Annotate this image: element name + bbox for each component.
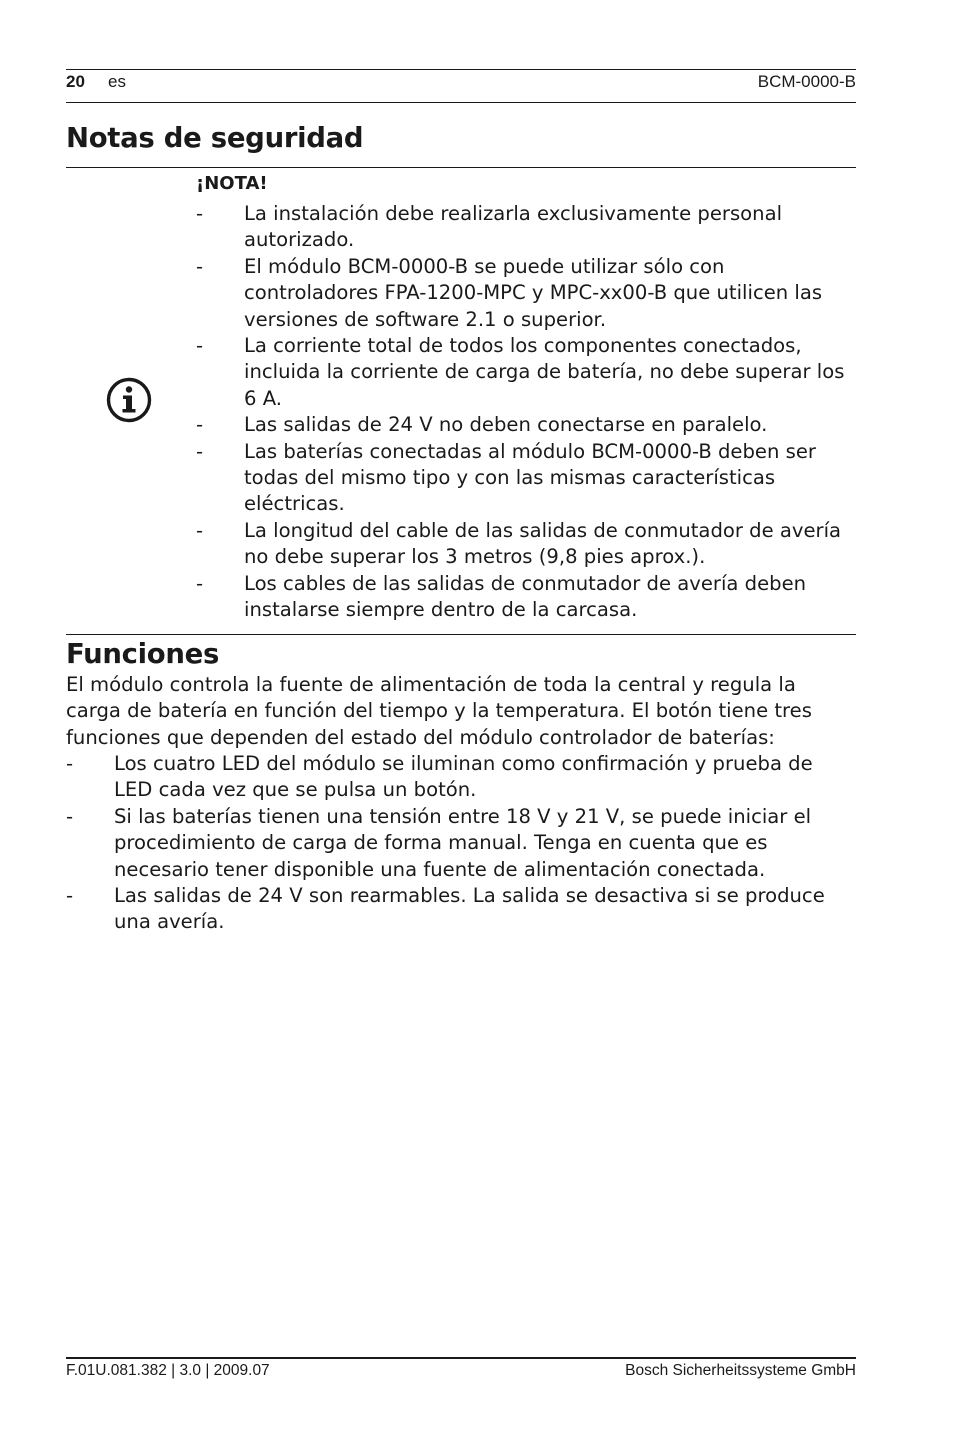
list-item [196,201,856,254]
list-item [196,254,856,333]
note-bottom-rule [66,634,856,635]
list-item-text: La instalación debe realizarla exclusivamente personal autorizado. [244,202,783,252]
bullet-dash: - [196,254,204,278]
list-item [66,883,856,936]
bullet-dash: - [196,439,204,463]
bullet-dash: - [196,518,204,542]
functions-intro: El módulo controla la fuente de alimentación de toda la central y regula la carga de batería en función del tiempo y la temperatura. El botón tiene tres funciones que dependen del estado del módulo controlador de baterías: [66,673,812,749]
language-code: es [108,72,126,91]
list-item-text: La corriente total de todos los componentes conectados, incluida la corriente de carga de batería, no debe superar los 6 A. [244,334,845,410]
functions-list [66,751,856,936]
functions-title: Funciones [66,638,220,670]
bullet-dash: - [196,202,204,225]
page-number: 20 [66,72,85,91]
note-top-rule [66,167,856,168]
footer-rule [66,1357,856,1359]
list-item [196,439,856,518]
list-item [66,804,856,883]
safety-list [196,201,856,624]
bullet-dash: - [66,752,74,775]
list-item [66,751,856,804]
footer-doc-info: F.01U.081.382 | 3.0 | 2009.07 [66,1362,270,1379]
bullet-dash: - [66,884,74,908]
list-item-text: Las salidas de 24 V no deben conectarse en paralelo. [244,413,768,437]
list-item-text: Las baterías conectadas al módulo BCM-0000-B deben ser todas del mismo tipo y con las mismas características eléctricas. [244,439,816,516]
list-item [196,518,856,571]
bullet-dash: - [196,413,204,437]
list-item-text: Los cables de las salidas de conmutador de avería deben instalarse siempre dentro de la carcasa. [244,571,807,622]
list-item-text: La longitud del cable de las salidas de conmutador de avería no debe superar los 3 metros (9,8 pies aprox.). [244,518,842,569]
header-top-rule [66,69,856,70]
list-item-text: El módulo BCM-0000-B se puede utilizar sólo con controladores FPA-1200-MPC y MPC-xx00-B que utilicen las versiones de software 2.1 o superior. [244,254,823,331]
list-item-text: Las salidas de 24 V son rearmables. La salida se desactiva si se produce una avería. [114,884,825,934]
bullet-dash: - [66,804,74,828]
document-id: BCM-0000-B [757,72,856,91]
list-item [196,571,856,624]
footer-company: Bosch Sicherheitssysteme GmbH [625,1362,856,1379]
bullet-dash: - [196,334,204,358]
list-item [196,333,856,412]
bullet-dash: - [196,571,204,595]
note-label: ¡NOTA! [196,173,268,194]
list-item-text: Los cuatro LED del módulo se iluminan como confirmación y prueba de LED cada vez que se pulsa un botón. [114,752,813,802]
list-item [196,412,856,438]
info-icon [106,377,152,423]
list-item-text: Si las baterías tienen una tensión entre 18 V y 21 V, se puede iniciar el procedimiento de carga de forma manual. Tenga en cuenta que es necesario tener disponible una fuente de alimentación conectada. [114,804,812,881]
header-bottom-rule [66,102,856,103]
safety-title: Notas de seguridad [66,122,364,154]
